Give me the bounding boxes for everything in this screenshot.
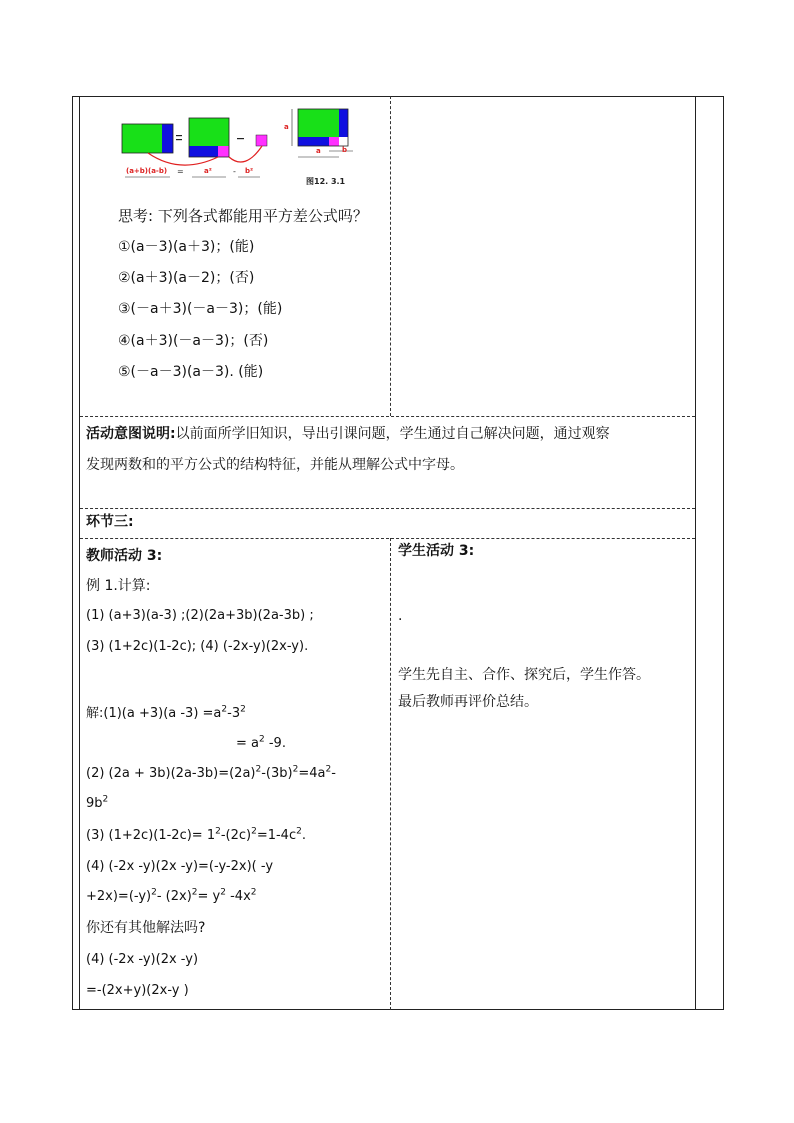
solution-2a-mid: -(3b) bbox=[261, 766, 293, 781]
figure-dim-a-bottom: a bbox=[316, 147, 321, 155]
solution-4a: (4) (-2x -y)(2x -y)=(-y-2x)( -y bbox=[86, 859, 274, 874]
student-line-2: 最后教师再评价总结。 bbox=[398, 694, 538, 710]
solution-2a bbox=[86, 764, 336, 784]
solution-4b-text: +2x)=(-y) bbox=[86, 889, 152, 904]
solution-3-end: . bbox=[301, 828, 306, 843]
solution-3 bbox=[86, 826, 306, 846]
section-3-title: 环节三: bbox=[86, 514, 134, 530]
exponent: 2 bbox=[255, 764, 262, 775]
other-solution-question: 你还有其他解法吗? bbox=[86, 920, 206, 936]
question-line-2: (3) (1+2c)(1-2c); (4) (-2x-y)(2x-y). bbox=[86, 639, 309, 654]
inner-right-border bbox=[695, 96, 696, 1010]
solution-1a-text: 解:(1)(a +3)(a -3) =a bbox=[86, 706, 222, 721]
exponent: 2 bbox=[215, 826, 221, 837]
think-item-5: ⑤(－a－3)(a－3). (能) bbox=[118, 364, 264, 380]
figure-dim-a-left: a bbox=[284, 123, 289, 131]
example-heading: 例 1.计算: bbox=[86, 578, 151, 594]
solution-4b-tail: = y bbox=[197, 889, 221, 904]
exponent: 2 bbox=[325, 764, 332, 775]
think-item-1: ①(a－3)(a＋3)；(能) bbox=[118, 239, 255, 255]
exponent: 2 bbox=[102, 794, 109, 805]
intent-text-1: 以前面所学旧知识，导出引课问题，学生通过自己解决问题，通过观察 bbox=[175, 426, 610, 442]
difference-of-squares-figure bbox=[120, 105, 380, 195]
frame-right bbox=[723, 96, 724, 1010]
solution-1a bbox=[86, 704, 246, 724]
solution-3-mid: -(2c) bbox=[220, 828, 252, 843]
column-divider-bottom bbox=[390, 538, 391, 1010]
frame-left bbox=[72, 96, 73, 1010]
solution-1b bbox=[236, 734, 286, 754]
exponent: 2 bbox=[220, 887, 226, 898]
solution-2b bbox=[86, 794, 108, 814]
exponent: 2 bbox=[251, 826, 257, 837]
solution-1a-tail: -3 bbox=[227, 706, 241, 721]
think-item-4: ④(a＋3)(－a－3)；(否) bbox=[118, 333, 269, 349]
solution-2a-tail: =4a bbox=[298, 766, 326, 781]
figure-dim-b: b bbox=[342, 146, 348, 154]
solution-2a-end: - bbox=[331, 766, 336, 781]
figure-label-eq: = bbox=[177, 167, 184, 176]
alt-solution-1: (4) (-2x -y)(2x -y) bbox=[86, 952, 199, 967]
frame-top bbox=[72, 96, 724, 97]
solution-3-text: (3) (1+2c)(1-2c)= 1 bbox=[86, 828, 216, 843]
student-dot: . bbox=[398, 608, 403, 624]
exponent: 2 bbox=[151, 887, 157, 898]
solution-2a-text: (2) (2a + 3b)(2a-3b)=(2a) bbox=[86, 766, 256, 781]
inner-left-border bbox=[79, 96, 80, 1010]
figure-label-a2: a² bbox=[204, 167, 212, 175]
question-line-1: (1) (a+3)(a-3) ;(2)(2a+3b)(2a-3b) ; bbox=[86, 608, 314, 623]
column-divider-top bbox=[390, 96, 391, 416]
student-activity-title: 学生活动 3: bbox=[398, 543, 475, 559]
figure-label-ab: (a+b)(a-b) bbox=[126, 167, 168, 175]
intent-label: 活动意图说明: bbox=[86, 426, 176, 442]
solution-3-tail: =1-4c bbox=[256, 828, 297, 843]
row-divider-2 bbox=[80, 508, 695, 509]
student-line-1: 学生先自主、合作、探究后，学生作答。 bbox=[398, 667, 650, 683]
think-item-2: ②(a＋3)(a－2)；(否) bbox=[118, 270, 255, 286]
think-question: 思考: 下列各式都能用平方差公式吗？ bbox=[118, 207, 368, 225]
teacher-activity-title: 教师活动 3: bbox=[86, 548, 163, 564]
exponent: 2 bbox=[259, 734, 265, 745]
solution-4b-mid: - (2x) bbox=[156, 889, 192, 904]
row-divider-3 bbox=[80, 538, 695, 539]
solution-1b-text: = a bbox=[236, 736, 259, 751]
exponent: 2 bbox=[296, 826, 302, 837]
figure-caption: 图12. 3.1 bbox=[306, 177, 346, 186]
figure-label-b2: b² bbox=[245, 167, 254, 175]
solution-4b-end: -4x bbox=[225, 889, 251, 904]
alt-solution-2: =-(2x+y)(2x-y ) bbox=[86, 983, 189, 998]
frame-bottom bbox=[72, 1009, 724, 1010]
exponent: 2 bbox=[221, 704, 228, 715]
solution-4b bbox=[86, 887, 257, 907]
exponent: 2 bbox=[240, 704, 246, 715]
figure-label-minus: - bbox=[233, 167, 236, 176]
solution-1b-tail: -9. bbox=[264, 736, 286, 751]
intent-line-2: 发现两数和的平方公式的结构特征，并能从理解公式中字母。 bbox=[86, 457, 464, 473]
think-item-3: ③(－a＋3)(－a－3)；(能) bbox=[118, 301, 283, 317]
solution-2b-text: 9b bbox=[86, 796, 103, 811]
exponent: 2 bbox=[250, 887, 257, 898]
row-divider-1 bbox=[80, 416, 695, 417]
exponent: 2 bbox=[292, 764, 299, 775]
exponent: 2 bbox=[191, 887, 198, 898]
intent-line-1 bbox=[86, 424, 610, 444]
